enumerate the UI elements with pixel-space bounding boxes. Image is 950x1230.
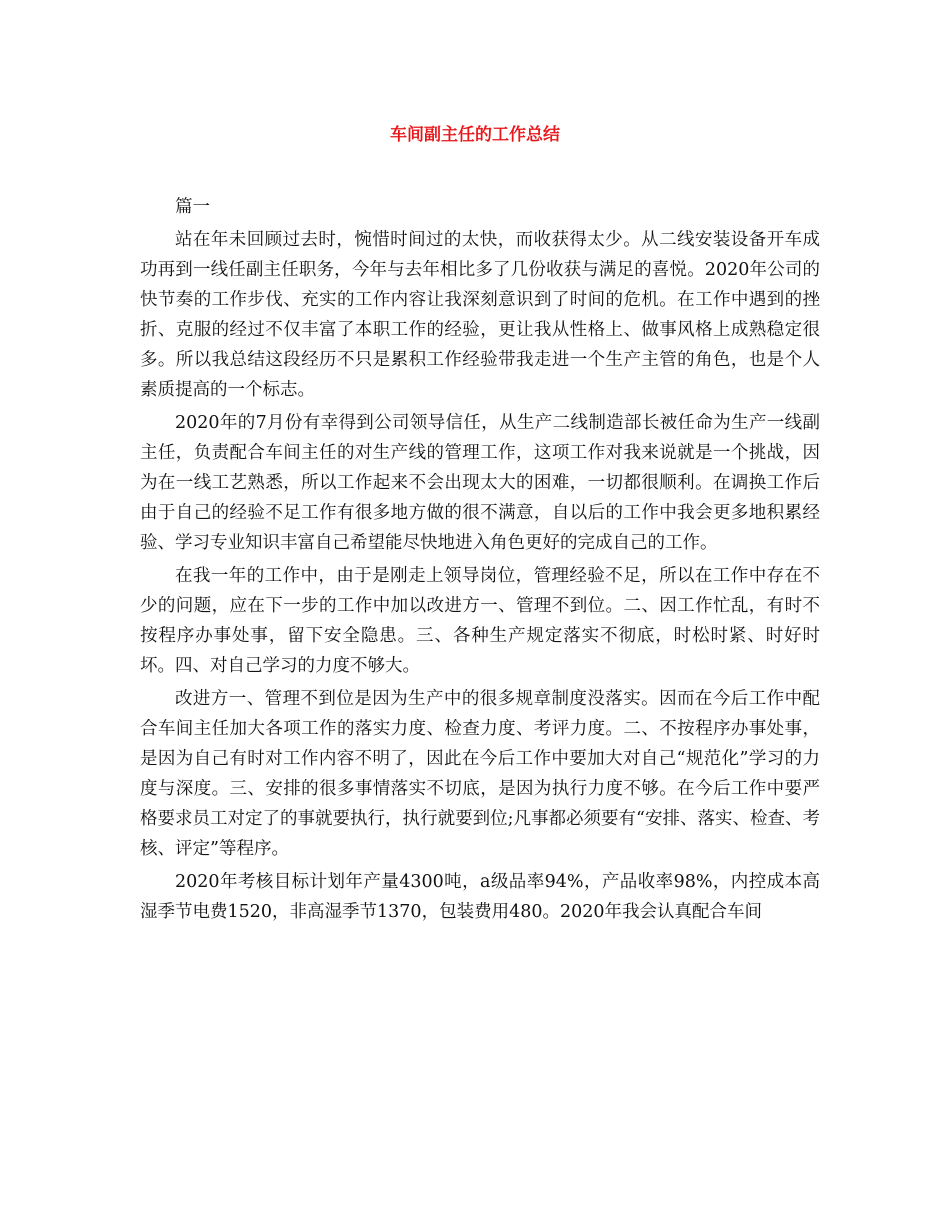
paragraph-4: 改进方一、管理不到位是因为生产中的很多规章制度没落实。因而在今后工作中配合车间主任加大各项工作的落实力度、检查力度、考评力度。二、不按程序办事处事，是因为自己有时对工作内容不明了，因此在今后工作中要加大对自己“规范化”学习的力度与深度。三、安排的很多事情落实不切底，是因为执行力度不够。在今后工作中要严格要求员工对定了的事就要执行，执行就要到位;凡事都必须要有“安排、落实、检查、考核、评定”等程序。 <box>140 689 820 859</box>
document-title: 车间副主任的工作总结 <box>390 125 560 145</box>
paragraph-2: 2020年的7月份有幸得到公司领导信任，从生产二线制造部长被任命为生产一线副主任，负责配合车间主任的对生产线的管理工作，这项工作对我来说就是一个挑战，因为在一线工艺熟悉，所以工作起来不会出现太大的困难，一切都很顺利。在调换工作后由于自己的经验不足工作有很多地方做的很不满意，自以后的工作中我会更多地积累经验、学习专业知识丰富自己希望能尽快地进入角色更好的完成自己的工作。 <box>140 413 820 553</box>
section-heading: 篇一 <box>175 197 210 217</box>
paragraph-3: 在我一年的工作中，由于是刚走上领导岗位，管理经验不足，所以在工作中存在不少的问题，应在下一步的工作中加以改进方一、管理不到位。二、因工作忙乱，有时不按程序办事处事，留下安全隐患。三、各种生产规定落实不彻底，时松时紧、时好时坏。四、对自己学习的力度不够大。 <box>140 566 820 676</box>
paragraph-5: 2020年考核目标计划年产量4300吨，a级品率94%，产品收率98%，内控成本高湿季节电费1520，非高湿季节1370，包装费用480。2020年我会认真配合车间 <box>140 872 820 922</box>
paragraph-1: 站在年未回顾过去时，惋惜时间过的太快，而收获得太少。从二线安装设备开车成功再到一线任副主任职务，今年与去年相比多了几份收获与满足的喜悦。2020年公司的快节奏的工作步伐、充实的工作内容让我深刻意识到了时间的危机。在工作中遇到的挫折、克服的经过不仅丰富了本职工作的经验，更让我从性格上、做事风格上成熟稳定很多。所以我总结这段经历不只是累积工作经验带我走进一个生产主管的角色，也是个人素质提高的一个标志。 <box>140 230 820 400</box>
document-body <box>140 192 820 930</box>
